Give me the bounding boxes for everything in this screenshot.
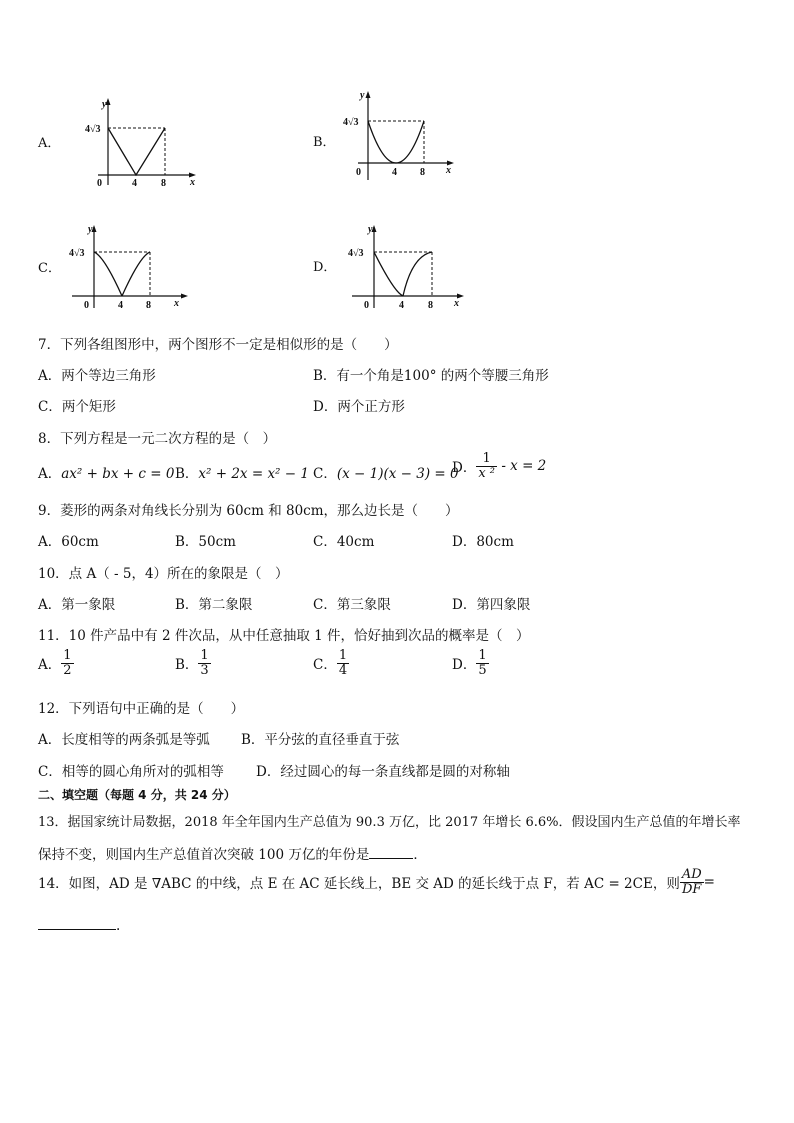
graph-c [64, 222, 194, 312]
graph-a-origin: 0 [97, 178, 102, 189]
q10-option-d: D．第四象限 [452, 597, 531, 613]
q12-option-a: A．长度相等的两条弧是等弧 [38, 732, 210, 748]
q8-option-d-denominator: x ² [478, 465, 496, 481]
q11-option-c-numerator: 1 [338, 648, 348, 663]
graph-d-y-label: y [368, 224, 373, 235]
q9-option-b: B．50cm [175, 534, 236, 550]
graph-d-tick-8: 8 [428, 300, 433, 311]
q11-option-b-fraction [198, 649, 210, 677]
q14-answer-line [38, 917, 120, 934]
q8-option-c [313, 462, 459, 482]
q11-option-c [313, 649, 349, 677]
graph-c-ymax: 4√3 [69, 248, 85, 259]
graph-c-tick-8: 8 [146, 300, 151, 311]
graph-a [80, 95, 200, 190]
q13-line-1: 13．据国家统计局数据，2018 年全年国内生产总值为 90.3 万亿，比 2017 年增长 6.6%．假设国内生产总值的年增长率 [38, 815, 741, 830]
q11-option-c-fraction [337, 649, 349, 677]
q14-text: 14．如图，AD 是 ∇ABC 的中线，点 E 在 AC 延长线上，BE 交 AD 的延长线于点 F，若 AC = 2CE，则 [38, 876, 680, 893]
q6-option-c-label: C． [38, 261, 61, 276]
section-2-title: 二、填空题（每题 4 分，共 24 分） [38, 788, 236, 802]
graph-d-origin: 0 [364, 300, 369, 311]
q13-line-2 [38, 843, 427, 863]
graph-b-tick-8: 8 [420, 167, 425, 178]
q11-option-d-label: D． [452, 657, 477, 674]
q11-option-b-label: B． [175, 657, 199, 674]
q14-line [38, 868, 715, 896]
q7-option-b: B．有一个角是100° 的两个等腰三角形 [313, 368, 549, 384]
graph-b [340, 88, 460, 183]
q11-stem: 11．10 件产品中有 2 件次品，从中任意抽取 1 件，恰好抽到次品的概率是（ ） [38, 628, 530, 644]
q8-option-d-rest: - x = 2 [501, 458, 547, 475]
q14-fraction-denominator: DF [682, 881, 702, 897]
q11-option-c-label: C． [313, 657, 337, 674]
q11-option-a-numerator: 1 [63, 648, 72, 663]
q8-option-c-label: C． [313, 466, 337, 482]
q11-option-d [452, 649, 489, 677]
graph-a-tick-4: 4 [132, 178, 137, 189]
graph-a-y-label: y [102, 99, 107, 110]
q8-option-c-expr: (x − 1)(x − 3) = 0 [336, 466, 459, 482]
q13-answer-blank [369, 846, 413, 859]
graph-b-tick-4: 4 [392, 167, 397, 178]
q7-option-a: A．两个等边三角形 [38, 368, 156, 384]
q12-stem: 12．下列语句中正确的是（ ） [38, 701, 245, 717]
graph-d-x-label: x [454, 298, 459, 309]
q7-option-c: C．两个矩形 [38, 399, 116, 415]
q14-end: . [116, 918, 121, 934]
graph-a-ymax: 4√3 [85, 124, 101, 135]
q12-option-d: D．经过圆心的每一条直线都是圆的对称轴 [256, 764, 510, 780]
q8-option-d-fraction [476, 452, 497, 480]
q12-option-c: C．相等的圆心角所对的弧相等 [38, 764, 224, 780]
q8-option-d-label: D． [452, 460, 477, 477]
q6-option-a-label: A． [38, 136, 61, 151]
graph-d [342, 222, 472, 312]
q7-stem: 7．下列各组图形中，两个图形不一定是相似形的是（ ） [38, 337, 398, 353]
q14-equals: = [703, 874, 715, 891]
graph-a-tick-8: 8 [161, 178, 166, 189]
graph-a-x-label: x [190, 177, 195, 188]
q8-option-b-label: B． [175, 466, 199, 482]
q12-option-b: B．平分弦的直径垂直于弦 [241, 732, 400, 748]
q9-stem: 9．菱形的两条对角线长分别为 60cm 和 80cm，那么边长是（ ） [38, 503, 459, 519]
q13-line-2-text: 保持不变，则国内生产总值首次突破 100 万亿的年份是 [38, 847, 370, 863]
q11-option-a-fraction [61, 649, 73, 677]
q8-option-b [175, 462, 309, 482]
q8-stem: 8．下列方程是一元二次方程的是（ ） [38, 431, 277, 447]
graph-d-ymax: 4√3 [348, 248, 364, 259]
graph-b-x-label: x [446, 165, 451, 176]
graph-b-origin: 0 [356, 167, 361, 178]
q14-fraction [680, 868, 704, 896]
q8-option-a-label: A． [38, 466, 62, 482]
q11-option-d-denominator: 5 [478, 662, 487, 678]
q11-option-a [38, 649, 74, 677]
graph-c-origin: 0 [84, 300, 89, 311]
q10-stem: 10．点 A（ - 5，4）所在的象限是（ ） [38, 566, 289, 582]
q13-end: ． [413, 847, 427, 863]
q6-option-b-label: B． [313, 135, 336, 150]
q14-answer-blank [38, 917, 116, 930]
q9-option-a: A．60cm [38, 534, 99, 550]
q10-option-a: A．第一象限 [38, 597, 116, 613]
q7-option-d: D．两个正方形 [313, 399, 405, 415]
q11-option-b-denominator: 3 [200, 662, 209, 678]
q11-option-d-fraction [476, 649, 488, 677]
q11-option-b [175, 649, 211, 677]
q14-fraction-numerator: AD [681, 867, 702, 882]
graph-d-tick-4: 4 [399, 300, 404, 311]
q11-option-c-denominator: 4 [338, 662, 348, 678]
graph-c-y-label: y [88, 224, 93, 235]
q11-option-a-denominator: 2 [63, 662, 72, 678]
q11-option-d-numerator: 1 [478, 648, 487, 663]
q9-option-c: C．40cm [313, 534, 375, 550]
q8-option-d [452, 452, 546, 480]
q8-option-a [38, 462, 174, 482]
graph-c-x-label: x [174, 298, 179, 309]
q11-option-a-label: A． [38, 657, 62, 674]
q8-option-a-expr: ax² + bx + c = 0 [61, 466, 175, 482]
graph-b-ymax: 4√3 [343, 117, 359, 128]
q11-option-b-numerator: 1 [200, 648, 209, 663]
q8-option-d-numerator: 1 [476, 452, 497, 467]
q10-option-c: C．第三象限 [313, 597, 391, 613]
graph-b-y-label: y [360, 90, 365, 101]
q6-option-d-label: D． [313, 260, 337, 275]
q8-option-b-expr: x² + 2x = x² − 1 [198, 466, 309, 482]
graph-c-tick-4: 4 [118, 300, 123, 311]
q9-option-d: D．80cm [452, 534, 514, 550]
q10-option-b: B．第二象限 [175, 597, 253, 613]
